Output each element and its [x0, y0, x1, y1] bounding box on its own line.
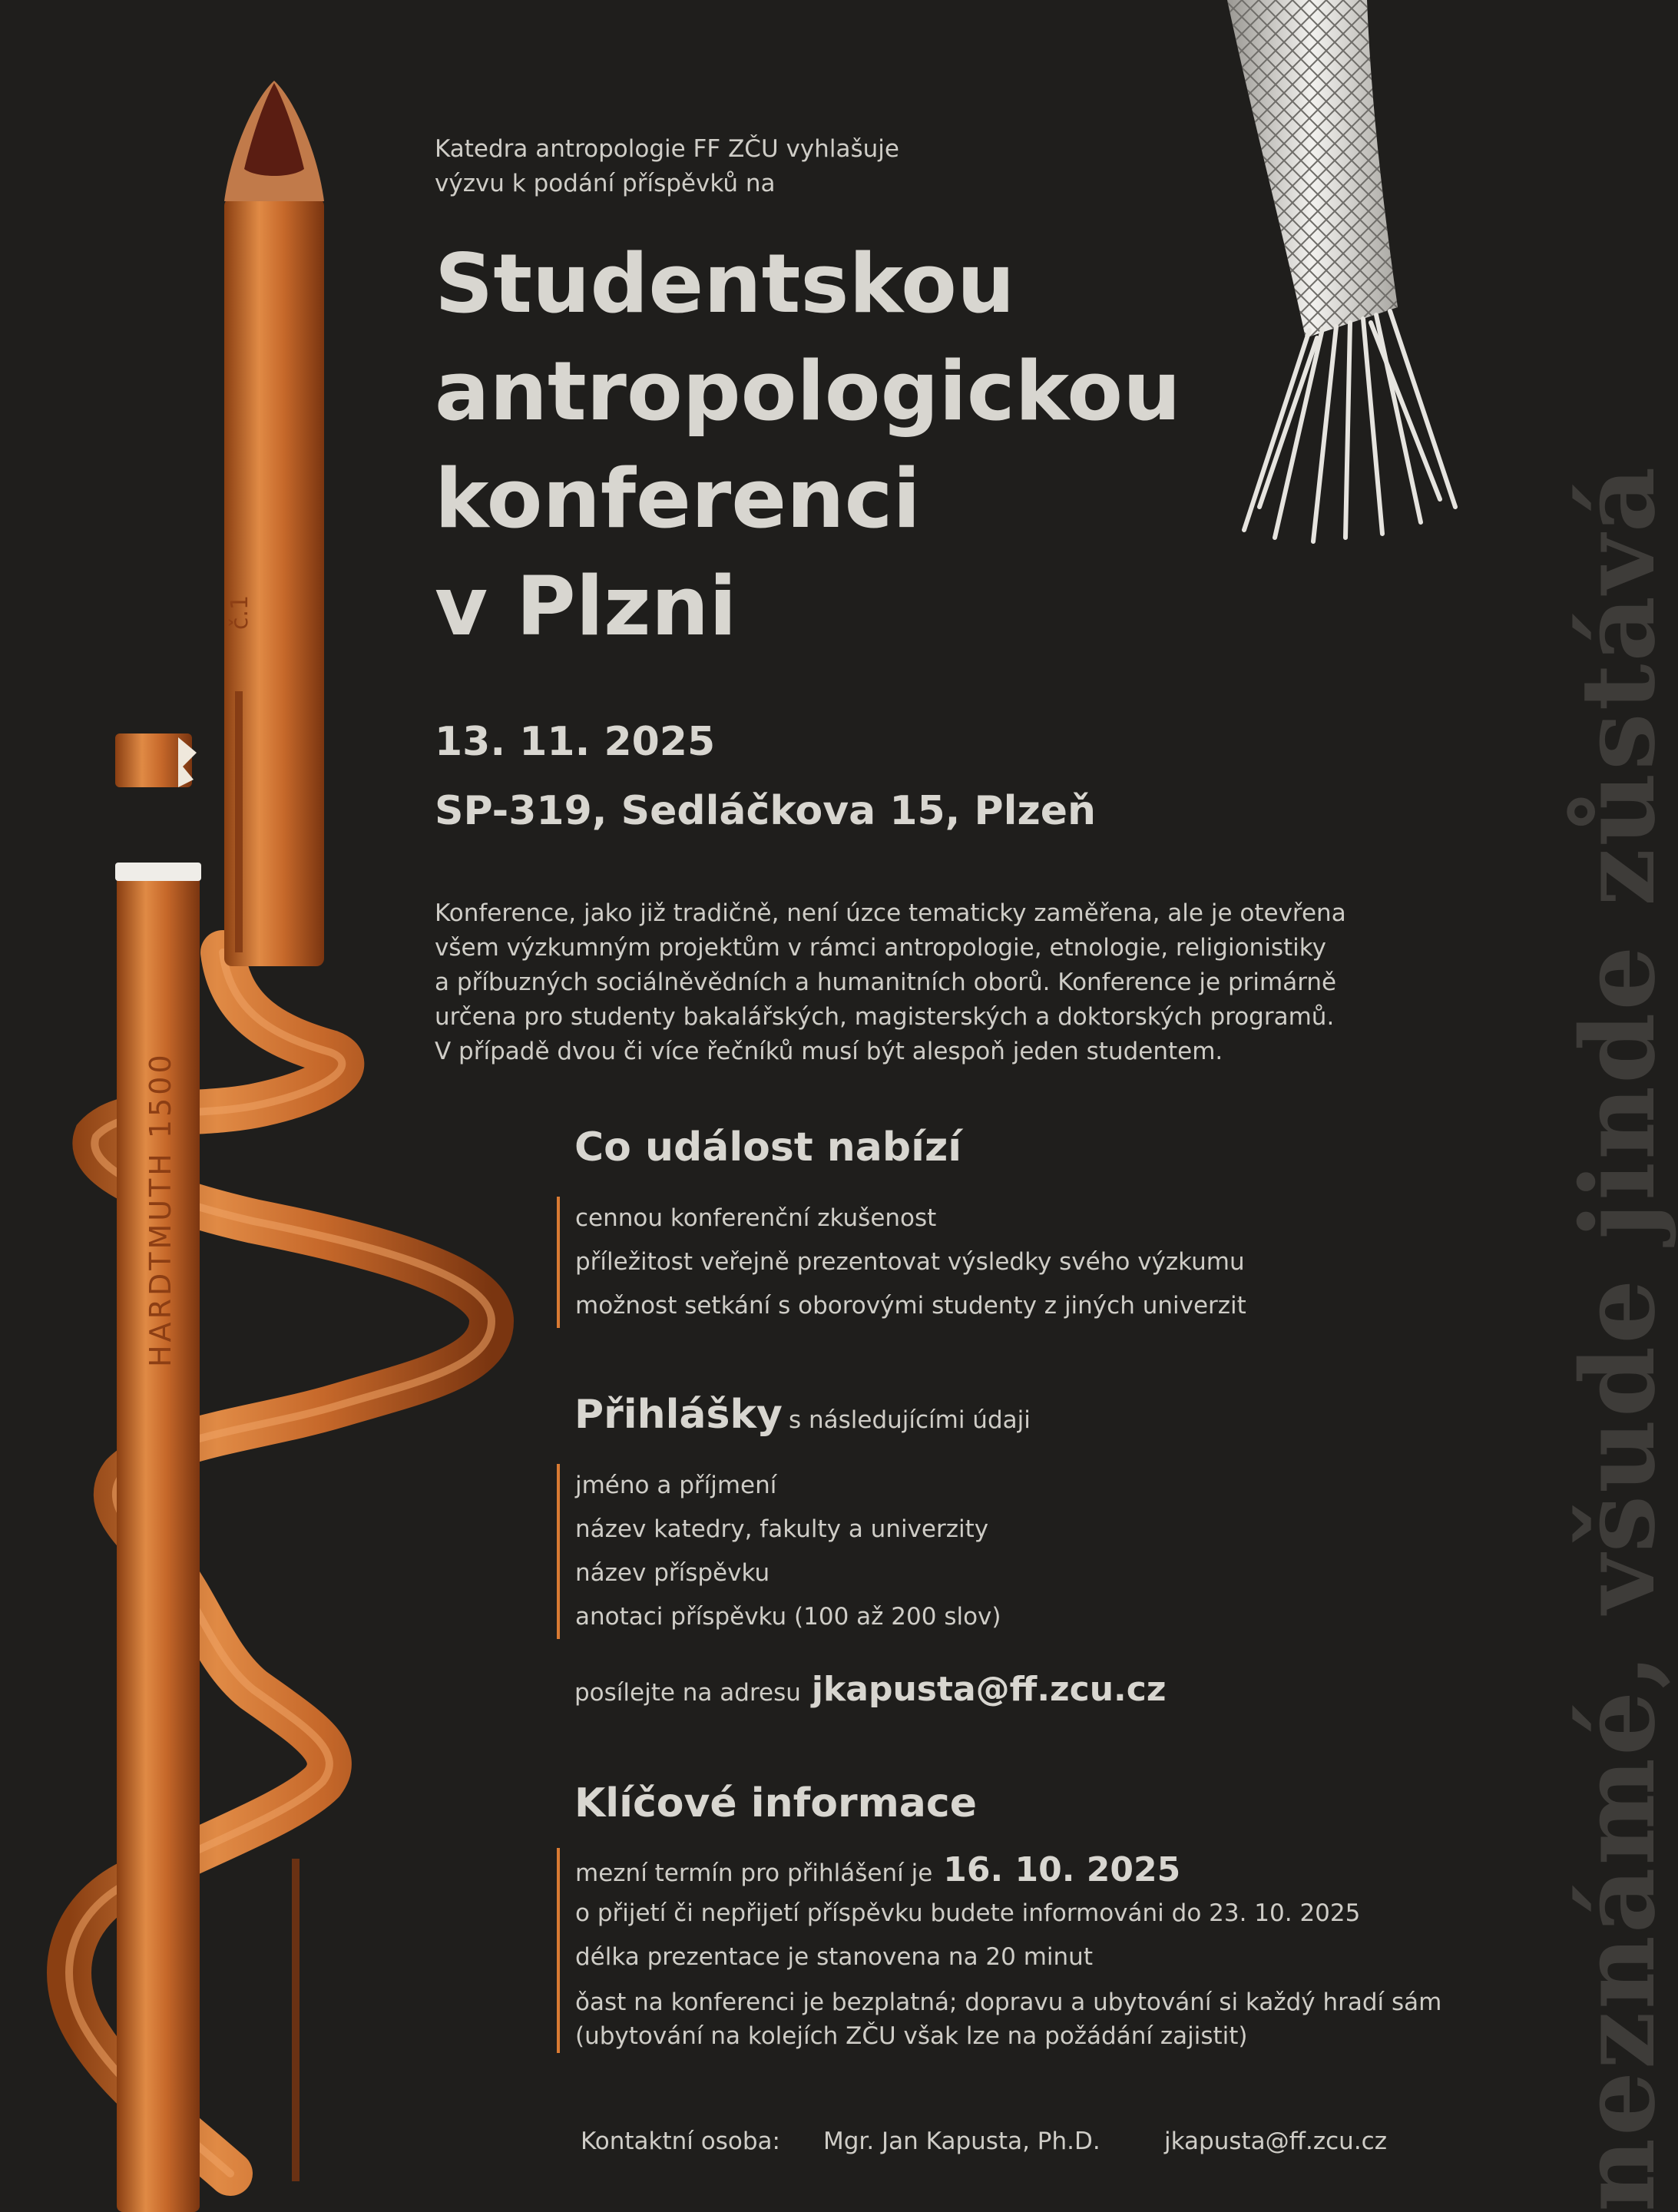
- title-line-4: v Plzni: [435, 559, 737, 654]
- intro-line-2: výzvu k podání příspěvků na: [435, 170, 776, 197]
- submission-address: [574, 1670, 1166, 1709]
- list-item: možnost setkání s oborovými studenty z jiných univerzit: [575, 1292, 1246, 1320]
- contact-label: Kontaktní osoba:: [581, 2128, 780, 2155]
- intro-line-1: Katedra antropologie FF ZČU vyhlašuje: [435, 135, 899, 163]
- event-venue: SP-319, Sedláčkova 15, Plzeň: [435, 788, 1097, 834]
- applications-heading-main: Přihlášky: [574, 1392, 783, 1438]
- offers-heading: Co událost nabízí: [574, 1124, 962, 1171]
- list-item: název katedry, fakulty a univerzity: [575, 1515, 989, 1543]
- title-line-2: antropologickou: [435, 344, 1181, 439]
- title-line-1: Studentskou: [435, 237, 1015, 331]
- send-label: posílejte na adresu: [574, 1679, 801, 1707]
- description-line: všem výzkumným projektům v rámci antropologie, etnologie, religionistiky: [435, 934, 1326, 962]
- title-line-3: konferenci: [435, 452, 921, 546]
- list-item: cennou konferenční zkušenost: [575, 1204, 937, 1232]
- applications-heading: [574, 1392, 1031, 1438]
- key-info-list: [557, 1848, 1497, 2053]
- woven-cord: [1227, 0, 1455, 541]
- intro: [435, 132, 899, 201]
- list-item: jméno a příjmení: [575, 1472, 777, 1499]
- deadline-label: mezní termín pro přihlášení je: [575, 1859, 933, 1887]
- contact-email-link[interactable]: jkapusta@ff.zcu.cz: [1164, 2128, 1387, 2155]
- list-item: příležitost veřejně prezentovat výsledky svého výzkumu: [575, 1248, 1245, 1276]
- description-line: a příbuzných sociálněvědních a humanitních oborů. Konference je primárně: [435, 969, 1337, 996]
- submission-email-link[interactable]: jkapusta@ff.zcu.cz: [811, 1670, 1167, 1709]
- deadline-date: 16. 10. 2025: [943, 1850, 1181, 1889]
- pencil-imprint: HARDTMUTH 1500: [144, 1051, 177, 1367]
- contact-name: Mgr. Jan Kapusta, Ph.D.: [823, 2128, 1100, 2155]
- page-title: [435, 230, 1181, 661]
- pencil-mark: č.1: [227, 594, 253, 630]
- offers-list: [557, 1197, 1246, 1328]
- description-line: V případě dvou či více řečníků musí být alespoň jeden studentem.: [435, 1038, 1223, 1065]
- key-info-heading: Klíčové informace: [574, 1780, 977, 1826]
- applications-heading-suffix: s následujícími údaji: [788, 1406, 1031, 1434]
- vertical-decorative-text: neznámé, všude jinde zůstává: [1559, 464, 1678, 2212]
- pencil-ferrule: [115, 863, 201, 881]
- list-item: anotaci příspěvku (100 až 200 slov): [575, 1603, 1001, 1631]
- deadline-item: [575, 1848, 1497, 1892]
- description-line: určena pro studenty bakalářských, magisterských a doktorských programů.: [435, 1003, 1335, 1031]
- list-item: o přijetí či nepřijetí příspěvku budete informováni do 23. 10. 2025: [575, 1899, 1361, 1927]
- description-line: Konference, jako již tradičně, není úzce tematicky zaměřena, ale je otevřena: [435, 899, 1346, 927]
- list-item: název příspěvku: [575, 1559, 770, 1587]
- list-item: délka prezentace je stanovena na 20 minut: [575, 1943, 1093, 1971]
- description: [435, 896, 1510, 1069]
- applications-list: [557, 1464, 1001, 1639]
- event-date: 13. 11. 2025: [435, 719, 716, 765]
- list-item: ǒast na konferenci je bezplatná; dopravu a ubytování si každý hradí sám (ubytování na kolejích ZČU však lze na požádání zajistit): [575, 1988, 1442, 2050]
